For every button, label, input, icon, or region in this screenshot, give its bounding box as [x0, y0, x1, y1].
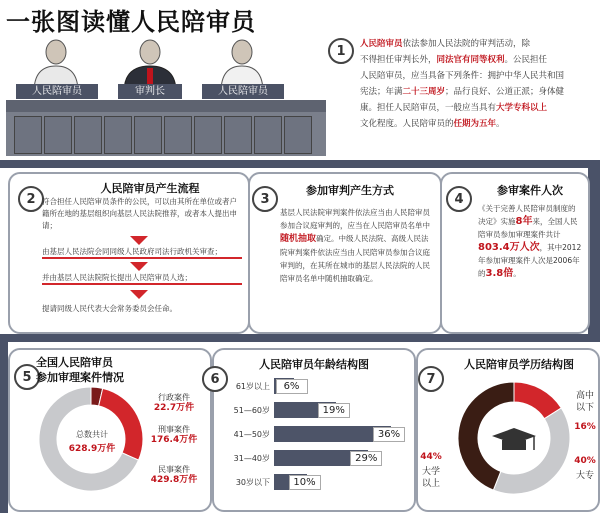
- pie5-label-2: 民事案件 429.8万件: [150, 465, 198, 485]
- flow-step-3: 提请同级人民代表大会常务委员会任命。: [42, 304, 177, 313]
- section-5-number: 5: [14, 364, 40, 390]
- pie7-labels: [416, 378, 596, 508]
- pie5-label-0: 行政案件 22.7万件: [153, 393, 195, 413]
- section-3-heading: 参加审判产生方式: [306, 184, 394, 197]
- pie7-value-2: 44%: [420, 452, 442, 462]
- courtroom-illustration: [6, 36, 326, 161]
- pie5-label-1: 刑事案件 176.4万件: [150, 425, 198, 445]
- section-3-number: 3: [252, 186, 278, 212]
- section-1-text: 人民陪审员依法参加人民法院的审判活动，除 不得担任审判长外，同法官有同等权利。公民担任 人民陪审员，应当具备下列条件：拥护中华人民共和国 宪法；年满二十三周岁；品行良好、公道正派；身体健 康。担任人民陪审员，一般应当具有大学专科以上 文化程度。人民陪审员的任期为五年。: [360, 39, 565, 129]
- section-5-heading-2: 参加审理案件情况: [36, 371, 124, 384]
- section-2-number: 2: [18, 186, 44, 212]
- pie5-center-label: 总数共计: [76, 430, 108, 439]
- age-category-label: 41—50岁: [233, 430, 270, 439]
- flow-arrow-1: [130, 236, 148, 245]
- role-label-judge: 审判长: [118, 84, 182, 99]
- age-value-label: 19%: [318, 403, 350, 418]
- pie7-label-2: 大学 以上: [421, 467, 440, 489]
- page-title: 一张图读懂人民陪审员: [6, 7, 256, 36]
- section-1-number: 1: [328, 38, 354, 64]
- role-label-juror-right: 人民陪审员: [202, 84, 284, 99]
- section-6-heading: 人民陪审员年龄结构图: [259, 358, 369, 371]
- pie7-label-0: 高中 以下: [575, 391, 594, 413]
- flow-arrow-2: [130, 262, 148, 271]
- flow-step-1: 由基层人民法院会同同级人民政府司法行政机关审查；: [42, 247, 242, 259]
- pie7-value-1: 40%: [574, 456, 596, 466]
- section-7-heading: 人民陪审员学历结构图: [464, 358, 574, 371]
- pie7-value-0: 16%: [574, 422, 596, 432]
- section-4-text: 《关于完善人民陪审员制度的决定》实施8年来，全国人民陪审员参加审理案件共计803.4万人次，其中2012年参加审理案件人次是2006年的3.8倍。: [478, 204, 582, 279]
- section-3-text: 基层人民法院审判案件依法应当由人民陪审员参加合议庭审判的，应当在人民陪审员名单中随机抽取确定。中级人民法院、高级人民法院审判案件依法应当由人民陪审员参加合议庭审判的，在其所在城市的基层人民法院的人民陪审员名单中随机抽取确定。: [280, 208, 430, 283]
- age-category-label: 51—60岁: [233, 406, 270, 415]
- flow-arrow-3: [130, 290, 148, 299]
- age-value-label: 6%: [276, 379, 308, 394]
- age-category-label: 31—40岁: [233, 454, 270, 463]
- section-2-heading: 人民陪审员产生流程: [100, 182, 200, 195]
- age-value-label: 10%: [289, 475, 321, 490]
- age-value-label: 29%: [350, 451, 382, 466]
- section-5-heading-1: 全国人民陪审员: [36, 356, 113, 369]
- frame-band-bottom: [0, 334, 600, 342]
- pie7-label-1: 大专: [575, 471, 594, 481]
- frame-band-left: [0, 334, 8, 513]
- frame-band-top: [0, 160, 600, 168]
- age-category-label: 61岁以上: [235, 382, 270, 391]
- age-value-label: 36%: [373, 427, 405, 442]
- section-7-number: 7: [418, 366, 444, 392]
- section-4-number: 4: [446, 186, 472, 212]
- flow-step-2: 并由基层人民法院院长提出人民陪审员人选；: [42, 273, 242, 285]
- court-bench: [6, 100, 326, 112]
- section-4-heading: 参审案件人次: [497, 184, 563, 197]
- section-6-number: 6: [202, 366, 228, 392]
- role-label-juror-left: 人民陪审员: [16, 84, 98, 99]
- pie5-center-value: 628.9万件: [68, 444, 116, 454]
- court-bench-front: [6, 112, 326, 156]
- age-category-label: 30岁以下: [235, 478, 270, 487]
- section-2-intro: 符合担任人民陪审员条件的公民，可以由其所在单位或者户籍所在地的基层组织向基层人民法院推荐，或者本人提出申请；: [42, 197, 237, 230]
- age-bar-chart: [224, 374, 410, 504]
